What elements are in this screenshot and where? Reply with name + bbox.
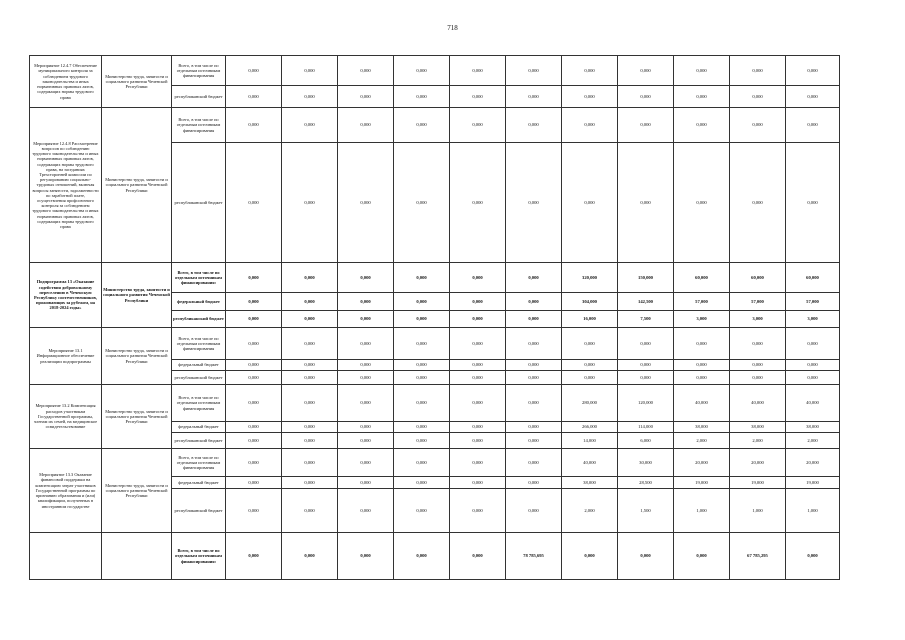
amount-cell: 0,000 [394, 360, 450, 371]
amount-cell: 320,000 [562, 263, 618, 293]
amount-cell: 0,000 [282, 328, 338, 360]
amount-cell: 0,000 [226, 311, 282, 328]
amount-cell: 0,000 [338, 371, 394, 385]
amount-cell: 0,000 [786, 86, 840, 108]
amount-cell: 19,000 [730, 477, 786, 489]
amount-cell: 67 785,295 [730, 533, 786, 580]
amount-cell: 0,000 [282, 433, 338, 449]
amount-cell: 0,000 [506, 371, 562, 385]
amount-cell: 0,000 [282, 108, 338, 143]
amount-cell: 0,000 [506, 293, 562, 311]
amount-cell: 0,000 [394, 433, 450, 449]
amount-cell: 0,000 [786, 371, 840, 385]
table-row [30, 449, 840, 477]
amount-cell: 0,000 [226, 449, 282, 477]
amount-cell: 2,000 [562, 489, 618, 533]
activity-name: Подпрограмма 13 «Оказание содействия добровольному переселению в Чеченскую Республику соотечественников, проживающих за рубежом, на 2018-2024 годы» [30, 263, 102, 328]
amount-cell: 3,000 [730, 311, 786, 328]
amount-cell: 0,000 [674, 371, 730, 385]
amount-cell: 6,000 [618, 433, 674, 449]
activity-name: Мероприятие 13.1 Информационное обеспечение реализации подпрограммы [30, 328, 102, 385]
amount-cell: 0,000 [338, 422, 394, 433]
amount-cell: 0,000 [730, 86, 786, 108]
amount-cell: 0,000 [338, 449, 394, 477]
amount-cell: 0,000 [394, 449, 450, 477]
amount-cell: 0,000 [562, 533, 618, 580]
amount-cell: 0,000 [226, 328, 282, 360]
amount-cell: 0,000 [394, 328, 450, 360]
amount-cell: 3,000 [674, 311, 730, 328]
amount-cell: 0,000 [562, 371, 618, 385]
amount-cell: 0,000 [226, 371, 282, 385]
amount-cell: 0,000 [394, 489, 450, 533]
amount-cell: 0,000 [618, 56, 674, 86]
amount-cell: 38,000 [786, 422, 840, 433]
amount-cell: 0,000 [226, 108, 282, 143]
executor: Министерство труда, занятости и социального развития Чеченской Республики [102, 449, 172, 533]
amount-cell: 0,000 [674, 328, 730, 360]
amount-cell: 0,000 [338, 56, 394, 86]
amount-cell: 40,000 [786, 385, 840, 422]
amount-cell: 0,000 [450, 449, 506, 477]
amount-cell: 40,000 [562, 449, 618, 477]
amount-cell: 0,000 [226, 477, 282, 489]
amount-cell: 0,000 [282, 449, 338, 477]
amount-cell: 57,000 [674, 293, 730, 311]
funding-source: республиканский бюджет [172, 371, 226, 385]
amount-cell: 0,000 [506, 449, 562, 477]
amount-cell: 0,000 [282, 489, 338, 533]
amount-cell: 60,000 [674, 263, 730, 293]
funding-source: федеральный бюджет [172, 477, 226, 489]
amount-cell: 0,000 [338, 143, 394, 263]
amount-cell: 0,000 [506, 328, 562, 360]
amount-cell: 0,000 [674, 56, 730, 86]
amount-cell: 0,000 [506, 86, 562, 108]
table-row [30, 56, 840, 86]
amount-cell: 114,000 [618, 422, 674, 433]
amount-cell: 0,000 [674, 108, 730, 143]
funding-source: Всего, в том числе по отдельным источникам финансирования: [172, 533, 226, 580]
table-row [30, 385, 840, 422]
amount-cell: 38,000 [730, 422, 786, 433]
amount-cell: 0,000 [618, 533, 674, 580]
amount-cell: 0,000 [338, 311, 394, 328]
amount-cell: 0,000 [450, 56, 506, 86]
page-number: 718 [447, 24, 458, 32]
amount-cell: 0,000 [562, 108, 618, 143]
amount-cell: 0,000 [338, 293, 394, 311]
amount-cell: 0,000 [618, 360, 674, 371]
amount-cell: 0,000 [394, 477, 450, 489]
table-row [30, 533, 840, 580]
amount-cell: 0,000 [282, 86, 338, 108]
funding-source: Всего, в том числе по отдельным источникам финансирования [172, 449, 226, 477]
amount-cell: 40,000 [730, 385, 786, 422]
amount-cell: 0,000 [394, 533, 450, 580]
amount-cell: 14,000 [562, 433, 618, 449]
amount-cell: 0,000 [786, 328, 840, 360]
executor: Министерство труда, занятости и социального развития Чеченской Республики [102, 108, 172, 263]
amount-cell: 0,000 [730, 328, 786, 360]
amount-cell: 0,000 [674, 360, 730, 371]
activity-name: Мероприятие 12.4.8 Рассмотрение вопросов по соблюдению трудового законодательства и иных нормативных правовых актов, содержащих нормы трудового права, на заседаниях Трехсторонней комиссии по регулированию социально-трудовых отношений, включая вопросы занятости, задолженности по заработной плате, осуществления профсоюзного контроля за соблюдением трудового законодательства и иных нормативных правовых актов, содержащих нормы трудового права [30, 108, 102, 263]
activity-name: Мероприятие 12.4.7 Обеспечение муниципального контроля за соблюдением трудового законодательства и иных нормативных правовых актов, содержащих нормы трудового права [30, 56, 102, 108]
amount-cell: 0,000 [338, 433, 394, 449]
amount-cell: 57,000 [730, 293, 786, 311]
amount-cell: 0,000 [450, 328, 506, 360]
amount-cell: 0,000 [226, 422, 282, 433]
funding-source: федеральный бюджет [172, 360, 226, 371]
amount-cell: 0,000 [338, 263, 394, 293]
table-row [30, 328, 840, 360]
amount-cell: 120,000 [618, 385, 674, 422]
amount-cell: 1,000 [786, 489, 840, 533]
amount-cell: 0,000 [282, 385, 338, 422]
amount-cell: 0,000 [338, 385, 394, 422]
amount-cell: 0,000 [282, 311, 338, 328]
amount-cell: 0,000 [450, 143, 506, 263]
funding-source: федеральный бюджет [172, 293, 226, 311]
amount-cell: 0,000 [450, 371, 506, 385]
funding-source: республиканский бюджет [172, 433, 226, 449]
amount-cell: 1,000 [674, 489, 730, 533]
amount-cell: 60,000 [786, 263, 840, 293]
amount-cell: 20,000 [786, 449, 840, 477]
amount-cell: 0,000 [394, 108, 450, 143]
executor: Министерство труда, занятости и социального развития Чеченской Республики [102, 263, 172, 328]
amount-cell: 0,000 [506, 489, 562, 533]
amount-cell: 0,000 [730, 360, 786, 371]
amount-cell: 0,000 [282, 422, 338, 433]
amount-cell: 19,000 [674, 477, 730, 489]
amount-cell: 0,000 [450, 360, 506, 371]
amount-cell: 0,000 [282, 263, 338, 293]
amount-cell: 0,000 [506, 477, 562, 489]
amount-cell: 0,000 [506, 108, 562, 143]
funding-source: Всего, в том числе по отдельным источникам финансирования: [172, 263, 226, 293]
amount-cell: 0,000 [394, 56, 450, 86]
amount-cell: 1,500 [618, 489, 674, 533]
amount-cell: 0,000 [674, 86, 730, 108]
amount-cell: 0,000 [506, 385, 562, 422]
amount-cell: 0,000 [786, 56, 840, 86]
amount-cell: 0,000 [394, 385, 450, 422]
amount-cell: 60,000 [730, 263, 786, 293]
activity-name [30, 533, 102, 580]
executor: Министерство труда, занятости и социального развития Чеченской Республики [102, 385, 172, 449]
amount-cell: 0,000 [562, 56, 618, 86]
amount-cell: 142,500 [618, 293, 674, 311]
amount-cell: 0,000 [282, 143, 338, 263]
amount-cell: 0,000 [786, 360, 840, 371]
amount-cell: 57,000 [786, 293, 840, 311]
amount-cell: 0,000 [226, 293, 282, 311]
activity-name: Мероприятие 13.3 Оказание финансовой поддержки на компенсацию затрат участников Государственной программы по признанию образования и (или) квалификации, полученных в иностранном государстве [30, 449, 102, 533]
amount-cell: 0,000 [450, 433, 506, 449]
amount-cell: 304,000 [562, 293, 618, 311]
amount-cell: 0,000 [394, 422, 450, 433]
amount-cell: 0,000 [226, 533, 282, 580]
amount-cell: 2,000 [786, 433, 840, 449]
amount-cell: 0,000 [618, 143, 674, 263]
amount-cell: 0,000 [450, 311, 506, 328]
amount-cell: 0,000 [562, 360, 618, 371]
amount-cell: 0,000 [282, 477, 338, 489]
amount-cell: 2,000 [730, 433, 786, 449]
amount-cell: 78 785,695 [506, 533, 562, 580]
amount-cell: 0,000 [730, 371, 786, 385]
amount-cell: 20,000 [674, 449, 730, 477]
funding-source: республиканский бюджет [172, 489, 226, 533]
amount-cell: 0,000 [338, 489, 394, 533]
amount-cell: 1,000 [730, 489, 786, 533]
funding-source: республиканский бюджет [172, 143, 226, 263]
amount-cell: 0,000 [450, 86, 506, 108]
amount-cell: 16,000 [562, 311, 618, 328]
amount-cell: 150,000 [618, 263, 674, 293]
amount-cell: 0,000 [450, 422, 506, 433]
funding-source: Всего, в том числе по отдельным источникам финансирования [172, 328, 226, 360]
amount-cell: 0,000 [506, 311, 562, 328]
amount-cell: 0,000 [226, 489, 282, 533]
amount-cell: 0,000 [562, 86, 618, 108]
amount-cell: 0,000 [394, 86, 450, 108]
executor: Министерство труда, занятости и социального развития Чеченской Республики [102, 56, 172, 108]
amount-cell: 0,000 [450, 263, 506, 293]
funding-source: республиканский бюджет [172, 86, 226, 108]
executor [102, 533, 172, 580]
amount-cell: 0,000 [226, 360, 282, 371]
amount-cell: 0,000 [282, 360, 338, 371]
funding-source: республиканский бюджет [172, 311, 226, 328]
amount-cell: 0,000 [618, 108, 674, 143]
amount-cell: 28,500 [618, 477, 674, 489]
amount-cell: 0,000 [618, 86, 674, 108]
amount-cell: 0,000 [506, 433, 562, 449]
amount-cell: 3,000 [786, 311, 840, 328]
amount-cell: 0,000 [506, 422, 562, 433]
amount-cell: 0,000 [226, 385, 282, 422]
executor: Министерство труда, занятости и социального развития Чеченской Республики [102, 328, 172, 385]
amount-cell: 0,000 [562, 143, 618, 263]
amount-cell: 0,000 [282, 56, 338, 86]
amount-cell: 0,000 [282, 293, 338, 311]
amount-cell: 0,000 [226, 143, 282, 263]
amount-cell: 0,000 [338, 477, 394, 489]
amount-cell: 0,000 [394, 293, 450, 311]
funding-source: федеральный бюджет [172, 422, 226, 433]
amount-cell: 0,000 [786, 108, 840, 143]
amount-cell: 0,000 [450, 533, 506, 580]
amount-cell: 0,000 [506, 143, 562, 263]
amount-cell: 0,000 [394, 143, 450, 263]
amount-cell: 0,000 [450, 108, 506, 143]
amount-cell: 0,000 [338, 533, 394, 580]
amount-cell: 0,000 [562, 328, 618, 360]
activity-name: Мероприятие 13.2 Компенсация расходов участникам Государственной программы, членам их семей, на медицинское освидетельствование [30, 385, 102, 449]
amount-cell: 0,000 [618, 371, 674, 385]
amount-cell: 0,000 [618, 328, 674, 360]
amount-cell: 0,000 [226, 86, 282, 108]
amount-cell: 0,000 [338, 328, 394, 360]
funding-source: Всего, в том числе по отдельным источникам финансирования [172, 108, 226, 143]
amount-cell: 20,000 [730, 449, 786, 477]
amount-cell: 0,000 [394, 311, 450, 328]
amount-cell: 0,000 [674, 533, 730, 580]
amount-cell: 0,000 [338, 108, 394, 143]
amount-cell: 0,000 [338, 86, 394, 108]
amount-cell: 0,000 [730, 56, 786, 86]
amount-cell: 7,500 [618, 311, 674, 328]
amount-cell: 38,000 [562, 477, 618, 489]
table-row [30, 263, 840, 293]
amount-cell: 266,000 [562, 422, 618, 433]
amount-cell: 0,000 [450, 293, 506, 311]
amount-cell: 0,000 [282, 533, 338, 580]
amount-cell: 0,000 [338, 360, 394, 371]
amount-cell: 0,000 [786, 143, 840, 263]
amount-cell: 0,000 [394, 371, 450, 385]
amount-cell: 0,000 [506, 56, 562, 86]
funding-source: Всего, в том числе по отдельным источникам финансирования [172, 56, 226, 86]
amount-cell: 38,000 [674, 422, 730, 433]
amount-cell: 30,000 [618, 449, 674, 477]
amount-cell: 0,000 [506, 263, 562, 293]
amount-cell: 0,000 [394, 263, 450, 293]
funding-source: Всего, в том числе по отдельным источникам финансирования [172, 385, 226, 422]
amount-cell: 0,000 [674, 143, 730, 263]
amount-cell: 0,000 [450, 385, 506, 422]
amount-cell: 0,000 [226, 433, 282, 449]
amount-cell: 0,000 [226, 263, 282, 293]
amount-cell: 0,000 [450, 489, 506, 533]
table-row [30, 108, 840, 143]
amount-cell: 19,000 [786, 477, 840, 489]
amount-cell: 0,000 [450, 477, 506, 489]
amount-cell: 2,000 [674, 433, 730, 449]
amount-cell: 0,000 [282, 371, 338, 385]
amount-cell: 0,000 [730, 108, 786, 143]
amount-cell: 0,000 [506, 360, 562, 371]
amount-cell: 0,000 [786, 533, 840, 580]
amount-cell: 0,000 [730, 143, 786, 263]
amount-cell: 40,000 [674, 385, 730, 422]
financing-table [29, 55, 840, 580]
amount-cell: 0,000 [226, 56, 282, 86]
amount-cell: 280,000 [562, 385, 618, 422]
